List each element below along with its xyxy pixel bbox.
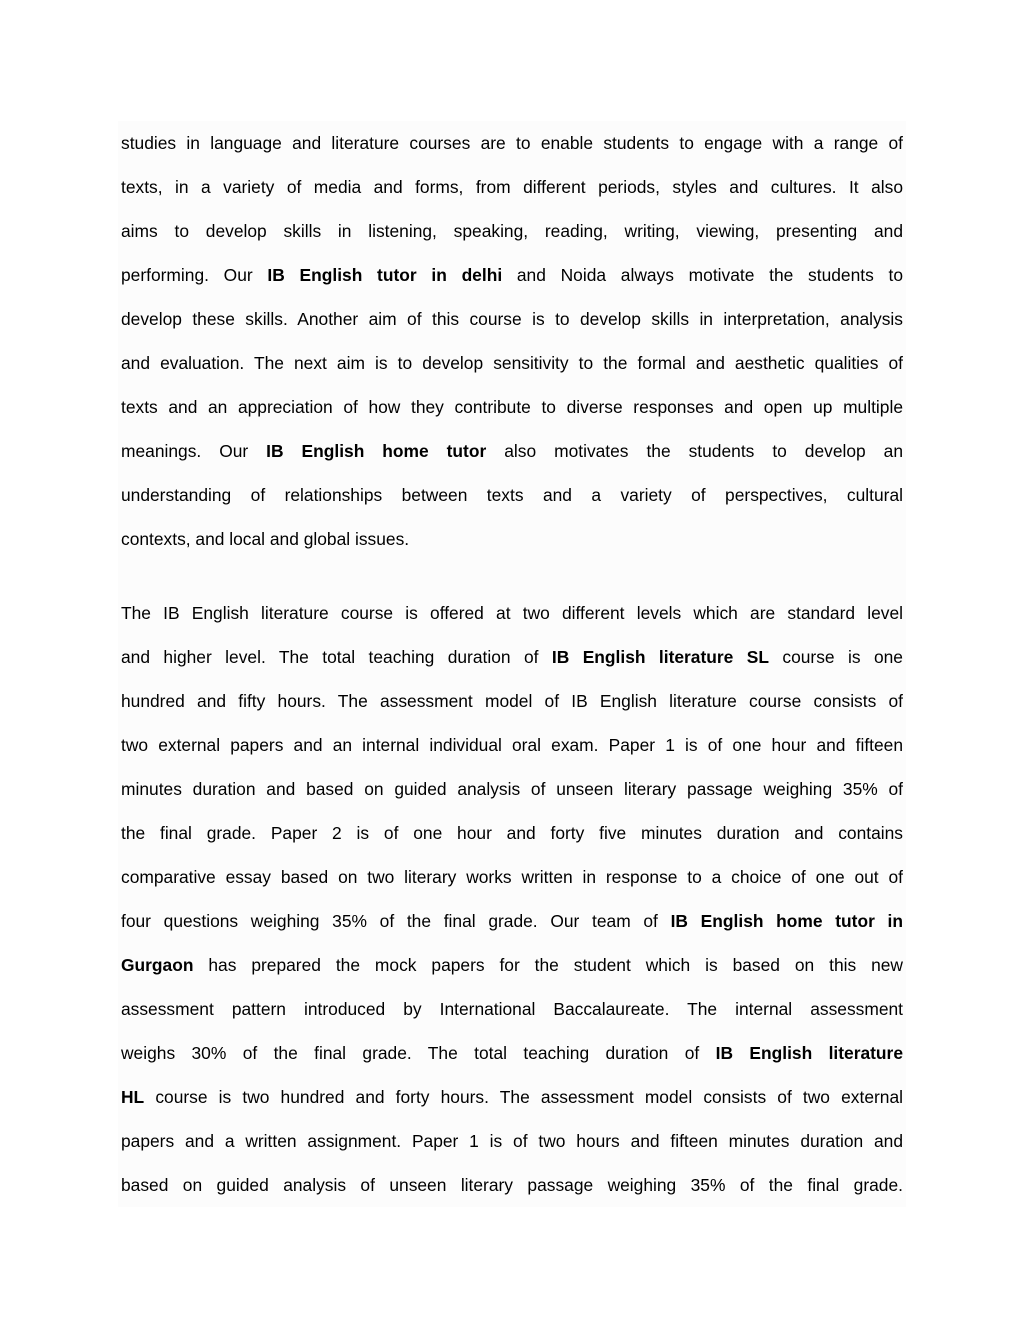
- text-line: [121, 943, 903, 987]
- text-run: texts and an appreciation of how they contribute to diverse responses and open up multiple: [121, 397, 903, 417]
- text-run: two external papers and an internal individual oral exam. Paper 1 is of one hour and fifteen: [121, 735, 903, 755]
- text-run: contexts, and local and global issues.: [121, 529, 410, 549]
- text-run: and Noida always motivate the students to: [502, 265, 903, 285]
- bold-keyword: IB English tutor in delhi: [267, 265, 503, 285]
- text-line: [121, 341, 903, 385]
- text-line: [121, 517, 903, 561]
- text-run: performing. Our: [121, 265, 268, 285]
- text-line: [121, 987, 903, 1031]
- text-run: papers and a written assignment. Paper 1 is of two hours and fifteen minutes duration and: [121, 1131, 903, 1151]
- text-run: aims to develop skills in listening, speaking, reading, writing, viewing, presenting and: [121, 221, 903, 241]
- text-run: assessment pattern introduced by International Baccalaureate. The internal assessment: [121, 999, 903, 1019]
- text-line: [121, 635, 903, 679]
- paragraph-2: [118, 591, 906, 1207]
- text-run: comparative essay based on two literary works written in response to a choice of one out of: [121, 867, 903, 887]
- text-line: [121, 679, 903, 723]
- text-line: [121, 473, 903, 517]
- bold-keyword: Gurgaon: [121, 955, 194, 975]
- text-line: [121, 297, 903, 341]
- text-run: course is one: [768, 647, 903, 667]
- text-run: minutes duration and based on guided analysis of unseen literary passage weighing 35% of: [121, 779, 903, 799]
- text-run: studies in language and literature courses are to enable students to engage with a range of: [121, 133, 903, 153]
- text-run: texts, in a variety of media and forms, from different periods, styles and cultures. It also: [121, 177, 903, 197]
- text-run: and higher level. The total teaching duration of: [121, 647, 552, 667]
- bold-keyword: IB English home tutor: [266, 441, 487, 461]
- bold-keyword: IB English literature SL: [551, 647, 769, 667]
- bold-keyword: HL: [121, 1087, 145, 1107]
- text-line: [121, 209, 903, 253]
- text-run: understanding of relationships between texts and a variety of perspectives, cultural: [121, 485, 903, 505]
- text-line: [121, 899, 903, 943]
- text-line: [121, 1163, 903, 1207]
- text-run: based on guided analysis of unseen literary passage weighing 35% of the final grade.: [121, 1175, 903, 1195]
- text-run: and evaluation. The next aim is to develop sensitivity to the formal and aesthetic qualities of: [121, 353, 903, 373]
- text-run: The IB English literature course is offered at two different levels which are standard level: [121, 603, 903, 623]
- text-line: [121, 591, 903, 635]
- text-line: [121, 1031, 903, 1075]
- text-run: meanings. Our: [121, 441, 267, 461]
- text-line: [121, 1075, 903, 1119]
- text-run: has prepared the mock papers for the student which is based on this new: [193, 955, 903, 975]
- bold-keyword: IB English home tutor in: [670, 911, 903, 931]
- text-line: [121, 165, 903, 209]
- text-run: hundred and fifty hours. The assessment model of IB English literature course consists of: [121, 691, 903, 711]
- text-run: the final grade. Paper 2 is of one hour and forty five minutes duration and contains: [121, 823, 903, 843]
- text-line: [121, 429, 903, 473]
- text-block: [118, 121, 906, 1207]
- text-run: also motivates the students to develop an: [486, 441, 903, 461]
- text-line: [121, 723, 903, 767]
- paragraph-gap: [118, 561, 906, 591]
- text-line: [121, 385, 903, 429]
- paragraph-1: [118, 121, 906, 561]
- text-run: course is two hundred and forty hours. The assessment model consists of two external: [144, 1087, 903, 1107]
- text-line: [121, 767, 903, 811]
- text-line: [121, 811, 903, 855]
- text-run: develop these skills. Another aim of this course is to develop skills in interpretation, analysis: [121, 309, 903, 329]
- text-line: [121, 855, 903, 899]
- text-line: [121, 1119, 903, 1163]
- text-run: four questions weighing 35% of the final grade. Our team of: [121, 911, 671, 931]
- text-line: [121, 121, 903, 165]
- text-run: weighs 30% of the final grade. The total teaching duration of: [121, 1043, 716, 1063]
- bold-keyword: IB English literature: [715, 1043, 903, 1063]
- text-line: [121, 253, 903, 297]
